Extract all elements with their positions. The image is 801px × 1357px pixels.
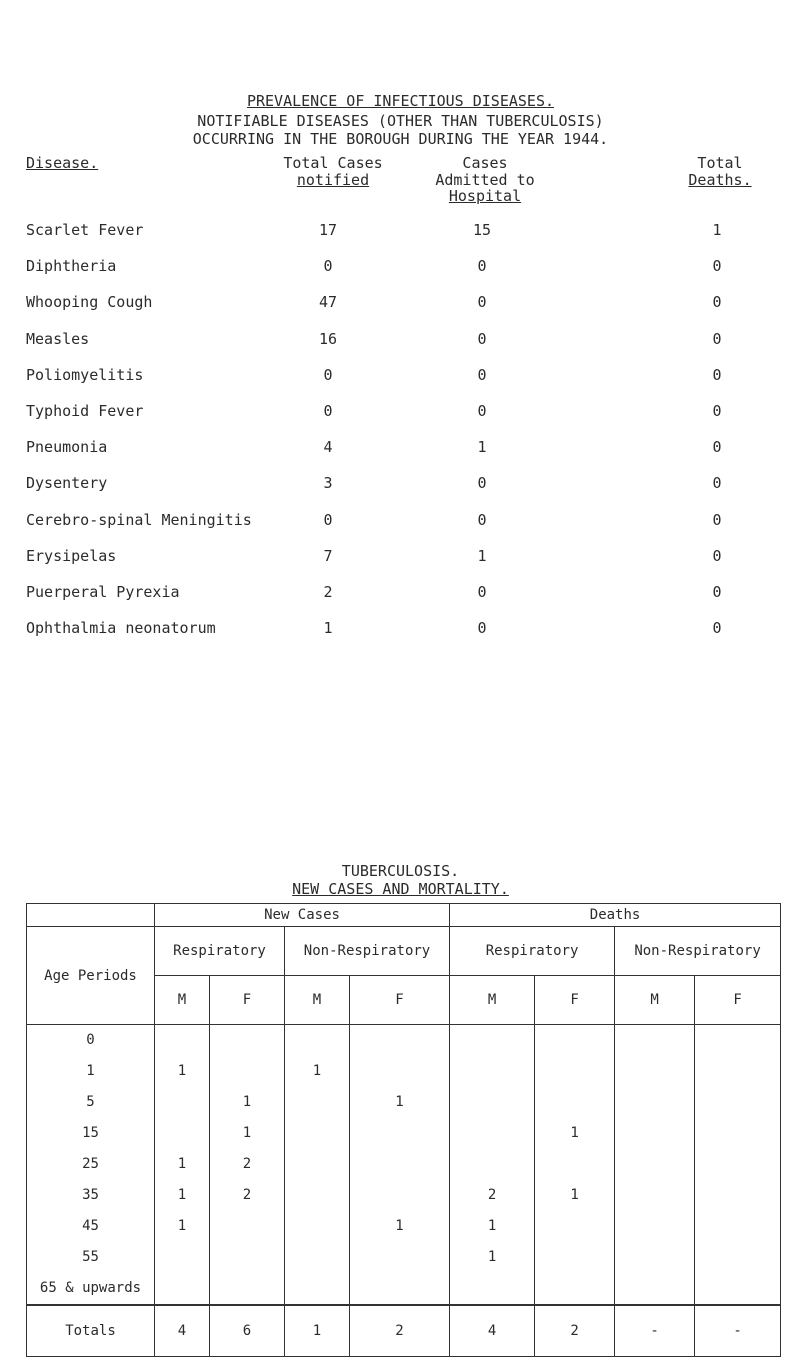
tb-cell bbox=[695, 1242, 780, 1273]
tb-new-non-respiratory-header: Non-Respiratory bbox=[285, 927, 450, 976]
disease-name: Cerebro-spinal Meningitis bbox=[26, 511, 252, 529]
tb-age-period: 0 bbox=[86, 1032, 95, 1048]
disease-name: Whooping Cough bbox=[26, 293, 153, 311]
tb-data-column bbox=[285, 1025, 350, 1306]
total-notified: 3 bbox=[323, 474, 333, 492]
col-total-header-1: Total Cases bbox=[283, 154, 383, 172]
tb-sex-header: F bbox=[535, 976, 615, 1025]
total-notified: 2 bbox=[323, 583, 333, 601]
tb-cell: 1 bbox=[395, 1094, 404, 1110]
tb-total-cell: - bbox=[695, 1305, 781, 1357]
tb-cell: 1 bbox=[242, 1094, 252, 1110]
tb-cell: 1 bbox=[177, 1063, 187, 1079]
total-notified: 7 bbox=[323, 547, 333, 565]
tb-cell bbox=[285, 1087, 349, 1118]
tb-cell: 1 bbox=[570, 1187, 579, 1203]
tb-cell bbox=[695, 1118, 780, 1149]
disease-row bbox=[0, 474, 801, 496]
tb-cell bbox=[535, 1056, 614, 1087]
total-deaths: 0 bbox=[712, 547, 722, 565]
tb-deaths-non-respiratory-header: Non-Respiratory bbox=[615, 927, 781, 976]
tb-cell bbox=[535, 1242, 614, 1273]
col-disease-header: Disease. bbox=[26, 154, 99, 172]
tb-cell bbox=[285, 1118, 349, 1149]
col-admitted-header-2: Admitted to bbox=[435, 171, 535, 189]
total-deaths: 0 bbox=[712, 474, 722, 492]
tb-cell bbox=[350, 1149, 449, 1180]
total-deaths: 0 bbox=[712, 619, 722, 637]
tb-cell bbox=[695, 1180, 780, 1211]
disease-row bbox=[0, 547, 801, 569]
tb-cell bbox=[695, 1056, 780, 1087]
tb-cell bbox=[535, 1149, 614, 1180]
disease-name: Dysentery bbox=[26, 474, 108, 492]
admitted-to-hospital: 0 bbox=[477, 583, 487, 601]
tb-cell bbox=[285, 1025, 349, 1056]
tb-cell: 1 bbox=[487, 1218, 497, 1234]
tb-age-period: 1 bbox=[86, 1063, 95, 1079]
disease-name: Scarlet Fever bbox=[26, 221, 144, 239]
tb-cell bbox=[285, 1242, 349, 1273]
tb-cell: 1 bbox=[395, 1218, 404, 1234]
tb-cell bbox=[450, 1087, 534, 1118]
disease-name: Poliomyelitis bbox=[26, 366, 144, 384]
tb-sex-header: F bbox=[695, 976, 781, 1025]
tb-data-column bbox=[695, 1025, 781, 1306]
col-deaths-header-1: Total bbox=[697, 154, 743, 172]
admitted-to-hospital: 0 bbox=[477, 330, 487, 348]
tb-corner-cell bbox=[27, 904, 155, 927]
total-notified: 0 bbox=[323, 257, 333, 275]
tb-cell bbox=[450, 1149, 534, 1180]
tb-cell bbox=[450, 1118, 534, 1149]
col-admitted-header-1: Cases bbox=[462, 154, 508, 172]
tb-cell bbox=[285, 1211, 349, 1242]
disease-row bbox=[0, 366, 801, 388]
tb-cell bbox=[285, 1149, 349, 1180]
tb-cell bbox=[155, 1025, 209, 1056]
disease-name: Ophthalmia neonatorum bbox=[26, 619, 216, 637]
total-deaths: 0 bbox=[712, 366, 722, 384]
admitted-to-hospital: 0 bbox=[477, 402, 487, 420]
tb-cell: 2 bbox=[487, 1187, 497, 1203]
tb-cell: 1 bbox=[242, 1125, 252, 1141]
tb-cell bbox=[615, 1118, 694, 1149]
tb-cell bbox=[695, 1211, 780, 1242]
tb-age-column bbox=[27, 1025, 155, 1306]
total-notified: 0 bbox=[323, 511, 333, 529]
total-deaths: 0 bbox=[712, 293, 722, 311]
total-notified: 16 bbox=[318, 330, 338, 348]
tb-totals-label: Totals bbox=[27, 1305, 155, 1357]
tuberculosis-table bbox=[26, 903, 781, 1357]
tb-cell bbox=[155, 1087, 209, 1118]
tb-deaths-respiratory-header: Respiratory bbox=[450, 927, 615, 976]
tb-subtitle: NEW CASES AND MORTALITY. bbox=[292, 880, 509, 898]
tb-age-periods-header: Age Periods bbox=[27, 927, 155, 1025]
total-deaths: 0 bbox=[712, 583, 722, 601]
tb-cell: 1 bbox=[177, 1218, 187, 1234]
tb-cell bbox=[535, 1211, 614, 1242]
tb-cell bbox=[285, 1180, 349, 1211]
admitted-to-hospital: 15 bbox=[472, 221, 492, 239]
admitted-to-hospital: 0 bbox=[477, 366, 487, 384]
tb-cell bbox=[350, 1180, 449, 1211]
tb-title: TUBERCULOSIS. bbox=[341, 862, 460, 880]
tb-cell bbox=[155, 1118, 209, 1149]
disease-row bbox=[0, 293, 801, 315]
disease-row bbox=[0, 583, 801, 605]
total-deaths: 0 bbox=[712, 402, 722, 420]
tb-cell bbox=[615, 1242, 694, 1273]
admitted-to-hospital: 0 bbox=[477, 619, 487, 637]
tb-sex-header: F bbox=[350, 976, 450, 1025]
tb-cell bbox=[350, 1242, 449, 1273]
tb-cell bbox=[450, 1056, 534, 1087]
tb-cell: 1 bbox=[570, 1125, 579, 1141]
disease-row bbox=[0, 438, 801, 460]
tb-cell bbox=[210, 1025, 284, 1056]
tb-total-cell: - bbox=[615, 1305, 695, 1357]
tb-total-cell: 2 bbox=[535, 1305, 615, 1357]
tb-cell bbox=[695, 1149, 780, 1180]
tb-cell bbox=[210, 1211, 284, 1242]
disease-name: Typhoid Fever bbox=[26, 402, 144, 420]
tb-data-column bbox=[450, 1025, 535, 1306]
tb-cell bbox=[210, 1056, 284, 1087]
tb-cell bbox=[535, 1025, 614, 1056]
total-notified: 0 bbox=[323, 402, 333, 420]
tb-data-column bbox=[210, 1025, 285, 1306]
disease-name: Pneumonia bbox=[26, 438, 108, 456]
tb-cell bbox=[695, 1087, 780, 1118]
total-deaths: 0 bbox=[712, 330, 722, 348]
page-title: PREVALENCE OF INFECTIOUS DISEASES. bbox=[246, 92, 555, 110]
total-deaths: 1 bbox=[712, 221, 722, 239]
tb-total-cell: 6 bbox=[210, 1305, 285, 1357]
tb-cell bbox=[535, 1087, 614, 1118]
total-deaths: 0 bbox=[712, 511, 722, 529]
admitted-to-hospital: 0 bbox=[477, 511, 487, 529]
tb-age-period: 45 bbox=[82, 1218, 99, 1234]
admitted-to-hospital: 0 bbox=[477, 257, 487, 275]
tb-data-column bbox=[615, 1025, 695, 1306]
tb-sex-header: M bbox=[450, 976, 535, 1025]
tb-cell bbox=[695, 1025, 780, 1056]
tb-cell bbox=[615, 1149, 694, 1180]
tb-cell: 1 bbox=[177, 1187, 187, 1203]
tb-total-cell: 2 bbox=[350, 1305, 450, 1357]
admitted-to-hospital: 0 bbox=[477, 474, 487, 492]
col-deaths-header-2: Deaths. bbox=[688, 171, 752, 189]
tb-cell bbox=[615, 1056, 694, 1087]
total-deaths: 0 bbox=[712, 438, 722, 456]
tb-age-period: 65 & upwards bbox=[39, 1280, 142, 1296]
tb-data-column bbox=[535, 1025, 615, 1306]
tb-sex-header: M bbox=[615, 976, 695, 1025]
tb-cell bbox=[210, 1242, 284, 1273]
tb-cell: 1 bbox=[487, 1249, 497, 1265]
disease-row bbox=[0, 257, 801, 279]
disease-row bbox=[0, 511, 801, 533]
disease-row bbox=[0, 221, 801, 243]
tb-cell: 1 bbox=[177, 1156, 187, 1172]
subtitle-line-1: NOTIFIABLE DISEASES (OTHER THAN TUBERCULOSIS) bbox=[197, 112, 604, 130]
tb-cell bbox=[350, 1056, 449, 1087]
disease-name: Diphtheria bbox=[26, 257, 117, 275]
subtitle-line-2: OCCURRING IN THE BOROUGH DURING THE YEAR 1944. bbox=[192, 130, 609, 148]
tb-sex-header: M bbox=[155, 976, 210, 1025]
total-notified: 17 bbox=[318, 221, 338, 239]
total-deaths: 0 bbox=[712, 257, 722, 275]
tb-data-column bbox=[155, 1025, 210, 1306]
tb-cell bbox=[155, 1242, 209, 1273]
tb-age-period: 55 bbox=[82, 1249, 99, 1265]
disease-name: Puerperal Pyrexia bbox=[26, 583, 180, 601]
disease-row bbox=[0, 330, 801, 352]
tb-cell bbox=[350, 1118, 449, 1149]
tb-age-period: 5 bbox=[86, 1094, 95, 1110]
tb-body-row bbox=[27, 1025, 781, 1306]
tb-cell bbox=[615, 1180, 694, 1211]
tb-sex-header: F bbox=[210, 976, 285, 1025]
total-notified: 0 bbox=[323, 366, 333, 384]
admitted-to-hospital: 0 bbox=[477, 293, 487, 311]
admitted-to-hospital: 1 bbox=[477, 547, 487, 565]
tb-total-cell: 1 bbox=[285, 1305, 350, 1357]
tb-age-period: 15 bbox=[82, 1125, 99, 1141]
tb-data-column bbox=[350, 1025, 450, 1306]
tb-total-cell: 4 bbox=[450, 1305, 535, 1357]
admitted-to-hospital: 1 bbox=[477, 438, 487, 456]
tb-age-period: 35 bbox=[82, 1187, 99, 1203]
total-notified: 47 bbox=[318, 293, 338, 311]
tb-cell bbox=[615, 1211, 694, 1242]
tb-cell: 2 bbox=[242, 1156, 252, 1172]
col-total-header-2: notified bbox=[296, 171, 370, 189]
disease-name: Erysipelas bbox=[26, 547, 117, 565]
tb-new-respiratory-header: Respiratory bbox=[155, 927, 285, 976]
disease-row bbox=[0, 402, 801, 424]
tb-cell bbox=[350, 1025, 449, 1056]
tb-cell: 1 bbox=[312, 1063, 322, 1079]
tb-cell bbox=[615, 1025, 694, 1056]
tb-deaths-header: Deaths bbox=[450, 904, 781, 927]
tb-cell: 2 bbox=[242, 1187, 252, 1203]
col-admitted-header-3: Hospital bbox=[448, 187, 522, 205]
tb-total-cell: 4 bbox=[155, 1305, 210, 1357]
total-notified: 1 bbox=[323, 619, 333, 637]
total-notified: 4 bbox=[323, 438, 333, 456]
disease-row bbox=[0, 619, 801, 641]
tb-new-cases-header: New Cases bbox=[155, 904, 450, 927]
tb-cell bbox=[450, 1025, 534, 1056]
tb-cell bbox=[615, 1087, 694, 1118]
tb-age-period: 25 bbox=[82, 1156, 99, 1172]
disease-name: Measles bbox=[26, 330, 90, 348]
tb-sex-header: M bbox=[285, 976, 350, 1025]
